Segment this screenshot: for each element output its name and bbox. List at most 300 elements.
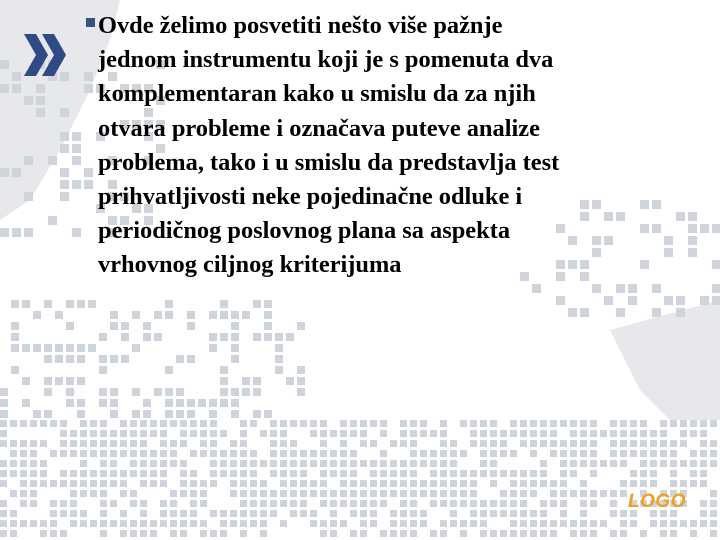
map-dot [0, 440, 7, 447]
map-dot [80, 420, 87, 427]
map-dot [60, 168, 69, 177]
map-dot [420, 510, 427, 517]
map-dot [700, 480, 707, 487]
map-dot [70, 520, 77, 527]
map-dot [450, 450, 457, 457]
map-dot [55, 311, 63, 319]
map-dot [280, 460, 287, 467]
map-dot [530, 440, 537, 447]
map-dot [660, 430, 667, 437]
map-dot [0, 388, 8, 396]
map-dot [60, 500, 67, 507]
map-dot [150, 520, 157, 527]
map-dot [530, 450, 537, 457]
map-dot [460, 470, 467, 477]
map-dot [80, 490, 87, 497]
map-dot [310, 420, 317, 427]
map-dot [270, 460, 277, 467]
map-dot [0, 460, 7, 467]
map-dot [410, 420, 417, 427]
map-dot [110, 388, 118, 396]
map-dot [180, 520, 187, 527]
map-dot [80, 520, 87, 527]
map-dot [40, 470, 47, 477]
map-dot [190, 470, 197, 477]
map-dot [132, 344, 140, 352]
map-dot [22, 300, 30, 308]
map-dot [630, 430, 637, 437]
map-dot [470, 420, 477, 427]
map-dot [250, 510, 257, 517]
map-dot [470, 470, 477, 477]
map-dot [88, 344, 96, 352]
map-dot [160, 470, 167, 477]
map-dot [220, 460, 227, 467]
map-dot [30, 450, 37, 457]
map-dot [242, 311, 250, 319]
map-dot [410, 530, 417, 537]
map-dot [560, 450, 567, 457]
map-dot [500, 450, 507, 457]
map-dot [20, 440, 27, 447]
map-dot [400, 420, 407, 427]
map-dot [310, 490, 317, 497]
map-dot [590, 470, 597, 477]
map-dot [0, 410, 8, 418]
map-dot [70, 490, 77, 497]
map-dot [30, 520, 37, 527]
map-dot [690, 480, 697, 487]
map-dot [66, 399, 74, 407]
map-dot [450, 490, 457, 497]
map-dot [220, 520, 227, 527]
map-dot [270, 440, 277, 447]
map-dot [100, 460, 107, 467]
map-dot [77, 399, 85, 407]
map-dot [120, 480, 127, 487]
map-dot [360, 530, 367, 537]
map-dot [450, 520, 457, 527]
map-dot [420, 450, 427, 457]
map-dot [510, 520, 517, 527]
map-dot [410, 430, 417, 437]
map-dot [60, 470, 67, 477]
map-dot [670, 460, 677, 467]
map-dot [190, 420, 197, 427]
map-dot [340, 480, 347, 487]
map-dot [540, 530, 547, 537]
map-dot [36, 108, 45, 117]
map-dot [440, 430, 447, 437]
map-dot [470, 440, 477, 447]
map-dot [280, 430, 287, 437]
map-dot [580, 510, 587, 517]
map-dot [180, 420, 187, 427]
map-dot [66, 377, 74, 385]
map-dot [430, 450, 437, 457]
map-dot [350, 420, 357, 427]
map-dot [275, 333, 283, 341]
map-dot [60, 108, 69, 117]
map-dot [550, 420, 557, 427]
map-dot [220, 311, 228, 319]
map-dot [121, 355, 129, 363]
map-dot [210, 510, 217, 517]
map-dot [690, 460, 697, 467]
map-dot [520, 500, 527, 507]
map-dot [520, 470, 527, 477]
map-dot [70, 470, 77, 477]
map-dot [90, 450, 97, 457]
map-dot [470, 520, 477, 527]
map-dot [290, 500, 297, 507]
map-dot [143, 322, 151, 330]
map-dot [370, 510, 377, 517]
map-dot [20, 500, 27, 507]
map-dot [330, 460, 337, 467]
map-dot [90, 470, 97, 477]
map-dot [628, 284, 637, 293]
map-dot [580, 530, 587, 537]
map-dot [530, 520, 537, 527]
map-dot [390, 530, 397, 537]
map-dot [390, 480, 397, 487]
map-dot [140, 420, 147, 427]
map-dot [390, 510, 397, 517]
map-dot [150, 470, 157, 477]
map-dot [55, 344, 63, 352]
map-dot [420, 460, 427, 467]
map-dot [140, 520, 147, 527]
map-dot [165, 399, 173, 407]
map-dot [110, 410, 118, 418]
map-dot [270, 500, 277, 507]
map-dot [240, 480, 247, 487]
map-dot [260, 500, 267, 507]
map-dot [140, 530, 147, 537]
map-dot [590, 430, 597, 437]
map-dot [80, 460, 87, 467]
map-dot [320, 520, 327, 527]
square-bullet-icon [86, 18, 95, 27]
map-dot [390, 490, 397, 497]
map-dot [170, 530, 177, 537]
map-dot [110, 500, 117, 507]
map-dot [550, 450, 557, 457]
map-dot [200, 530, 207, 537]
map-dot [60, 192, 69, 201]
map-dot [110, 520, 117, 527]
map-dot [650, 520, 657, 527]
map-dot [580, 480, 587, 487]
map-dot [231, 410, 239, 418]
map-dot [680, 440, 687, 447]
map-dot [490, 480, 497, 487]
map-dot [700, 430, 707, 437]
map-dot [500, 440, 507, 447]
map-dot [540, 480, 547, 487]
map-dot [680, 480, 687, 487]
map-dot [187, 399, 195, 407]
map-dot [690, 450, 697, 457]
map-dot [670, 420, 677, 427]
map-dot [640, 430, 647, 437]
map-dot [560, 510, 567, 517]
map-dot [190, 430, 197, 437]
map-dot [470, 480, 477, 487]
map-dot [160, 510, 167, 517]
map-dot [300, 480, 307, 487]
map-dot [410, 470, 417, 477]
map-dot [70, 510, 77, 517]
map-dot [460, 450, 467, 457]
map-dot [480, 430, 487, 437]
map-dot [48, 156, 57, 165]
map-dot [652, 308, 661, 317]
map-dot [190, 490, 197, 497]
map-dot [300, 420, 307, 427]
map-dot [700, 500, 707, 507]
map-dot [490, 430, 497, 437]
map-dot [620, 450, 627, 457]
map-dot [99, 355, 107, 363]
map-dot [44, 377, 52, 385]
map-dot [66, 355, 74, 363]
map-dot [11, 366, 19, 374]
map-dot [24, 192, 33, 201]
map-dot [620, 490, 627, 497]
map-dot [650, 450, 657, 457]
map-dot [275, 366, 283, 374]
map-dot [580, 440, 587, 447]
map-dot [160, 430, 167, 437]
map-dot [590, 460, 597, 467]
map-dot [165, 388, 173, 396]
map-dot [690, 470, 697, 477]
map-dot [180, 460, 187, 467]
map-dot [580, 460, 587, 467]
map-dot [220, 450, 227, 457]
map-dot [10, 460, 17, 467]
map-dot [120, 510, 127, 517]
map-dot [470, 490, 477, 497]
map-dot [60, 180, 69, 189]
map-dot [550, 520, 557, 527]
map-dot [230, 460, 237, 467]
map-dot [460, 500, 467, 507]
map-dot [710, 420, 717, 427]
map-dot [110, 470, 117, 477]
map-dot [110, 480, 117, 487]
map-dot [480, 440, 487, 447]
map-dot [590, 490, 597, 497]
map-dot [340, 450, 347, 457]
map-dot [120, 440, 127, 447]
map-dot [712, 284, 720, 293]
map-dot [50, 510, 57, 517]
map-dot [310, 460, 317, 467]
map-dot [20, 460, 27, 467]
map-dot [50, 530, 57, 537]
map-dot [264, 311, 272, 319]
map-dot [400, 500, 407, 507]
map-dot [580, 420, 587, 427]
map-dot [340, 430, 347, 437]
map-dot [100, 430, 107, 437]
map-dot [240, 420, 247, 427]
map-dot [24, 228, 33, 237]
map-dot [380, 500, 387, 507]
map-dot [280, 420, 287, 427]
map-dot [240, 470, 247, 477]
map-dot [430, 460, 437, 467]
map-dot [710, 440, 717, 447]
map-dot [340, 470, 347, 477]
map-dot [690, 420, 697, 427]
map-dot [570, 450, 577, 457]
map-dot [430, 470, 437, 477]
map-dot [640, 470, 647, 477]
map-dot [330, 520, 337, 527]
map-dot [180, 530, 187, 537]
map-dot [610, 450, 617, 457]
map-dot [520, 520, 527, 527]
map-dot [90, 420, 97, 427]
map-dot [84, 84, 93, 93]
map-dot [600, 520, 607, 527]
map-dot [670, 480, 677, 487]
map-dot [700, 420, 707, 427]
map-dot [270, 490, 277, 497]
map-dot [380, 460, 387, 467]
map-dot [510, 490, 517, 497]
map-dot [187, 410, 195, 418]
map-dot [340, 420, 347, 427]
map-dot [350, 470, 357, 477]
map-dot [187, 311, 195, 319]
map-dot [231, 322, 239, 330]
map-dot [680, 430, 687, 437]
map-dot [580, 308, 589, 317]
map-dot [84, 180, 93, 189]
map-dot [220, 430, 227, 437]
map-dot [676, 296, 685, 305]
map-dot [360, 480, 367, 487]
map-dot [350, 490, 357, 497]
map-dot [170, 500, 177, 507]
map-dot [22, 399, 30, 407]
map-dot [350, 500, 357, 507]
map-dot [530, 420, 537, 427]
map-dot [10, 490, 17, 497]
map-dot [250, 450, 257, 457]
map-dot [650, 480, 657, 487]
map-dot [556, 296, 565, 305]
map-dot [700, 510, 707, 517]
map-dot [440, 450, 447, 457]
map-dot [250, 480, 257, 487]
map-dot [220, 388, 228, 396]
map-dot [180, 490, 187, 497]
map-dot [652, 284, 661, 293]
map-dot [80, 440, 87, 447]
map-dot [230, 520, 237, 527]
map-dot [70, 450, 77, 457]
map-dot [187, 322, 195, 330]
map-dot [320, 490, 327, 497]
map-dot [90, 430, 97, 437]
map-dot [60, 440, 67, 447]
map-dot [80, 480, 87, 487]
map-dot [100, 510, 107, 517]
map-dot [160, 460, 167, 467]
map-dot [220, 377, 228, 385]
map-dot [610, 530, 617, 537]
map-dot [160, 440, 167, 447]
map-dot [176, 388, 184, 396]
map-dot [250, 420, 257, 427]
map-dot [270, 470, 277, 477]
map-dot [270, 510, 277, 517]
map-dot [450, 440, 457, 447]
map-dot [700, 460, 707, 467]
map-dot [30, 470, 37, 477]
map-dot [0, 500, 7, 507]
map-dot [340, 460, 347, 467]
map-dot [410, 460, 417, 467]
map-dot [190, 500, 197, 507]
map-dot [200, 430, 207, 437]
map-dot [450, 460, 457, 467]
map-dot [130, 490, 137, 497]
map-dot [165, 410, 173, 418]
map-dot [600, 460, 607, 467]
map-dot [670, 530, 677, 537]
map-dot [44, 300, 52, 308]
map-dot [210, 530, 217, 537]
map-dot [410, 510, 417, 517]
map-dot [77, 377, 85, 385]
map-dot [670, 450, 677, 457]
map-dot [610, 430, 617, 437]
map-dot [143, 399, 151, 407]
map-dot [270, 420, 277, 427]
map-dot [22, 344, 30, 352]
map-dot [33, 311, 41, 319]
map-dot [712, 260, 720, 269]
map-dot [520, 480, 527, 487]
map-dot [210, 420, 217, 427]
map-dot [500, 430, 507, 437]
map-dot [231, 311, 239, 319]
map-dot [650, 430, 657, 437]
map-dot [310, 450, 317, 457]
map-dot [490, 510, 497, 517]
map-dot [580, 450, 587, 457]
map-dot [297, 377, 305, 385]
map-dot [286, 333, 294, 341]
map-dot [190, 450, 197, 457]
map-dot [60, 430, 67, 437]
map-dot [330, 490, 337, 497]
map-dot [120, 450, 127, 457]
map-dot [200, 520, 207, 527]
map-dot [310, 520, 317, 527]
map-dot [330, 450, 337, 457]
map-dot [220, 510, 227, 517]
map-dot [280, 500, 287, 507]
map-dot [320, 460, 327, 467]
